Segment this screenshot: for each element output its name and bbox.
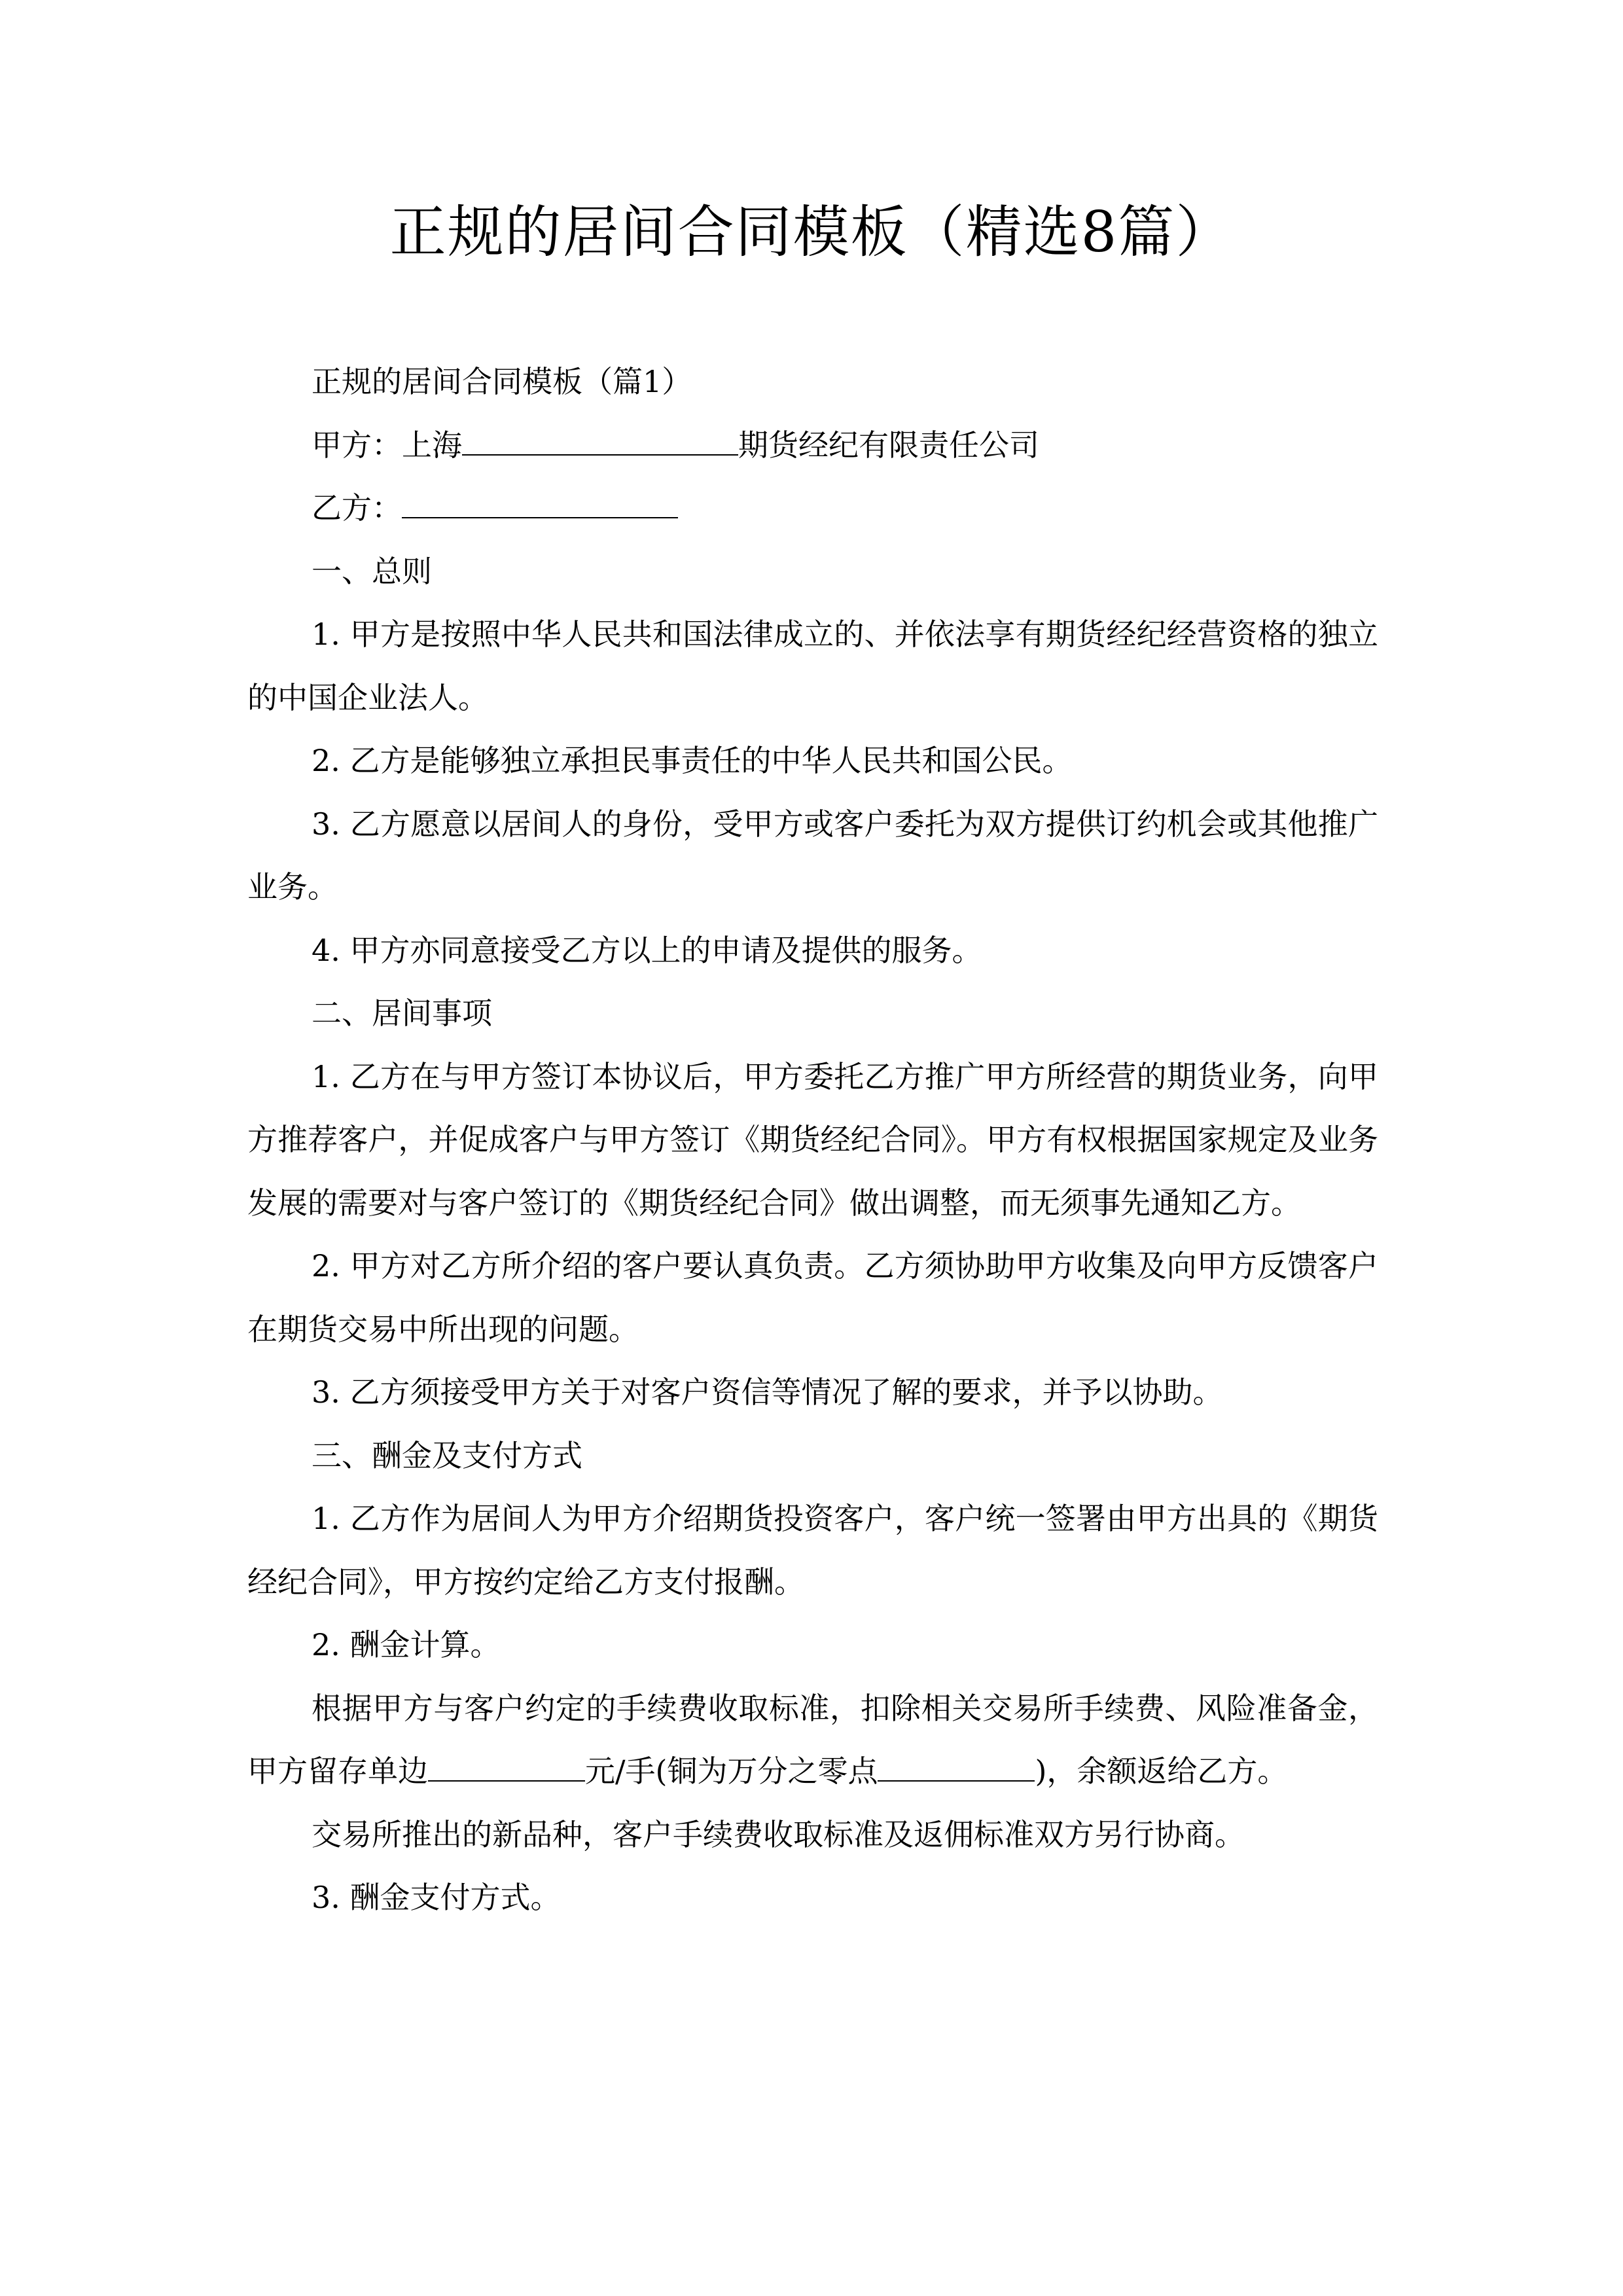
party-a-suffix: 期货经纪有限责任公司 (738, 427, 1039, 463)
chapter2-item-1: 1. 乙方在与甲方签订本协议后，甲方委托乙方推广甲方所经营的期货业务，向甲方推荐客户，并促成客户与甲方签订《期货经纪合同》。甲方有权根据国家规定及业务发展的需要对与客户签订的《期货经纪合同》做出调整，而无须事先通知乙方。 (247, 1058, 1378, 1221)
chapter1-item-1: 1. 甲方是按照中华人民共和国法律成立的、并依法享有期货经纪经营资格的独立的中国企业法人。 (247, 617, 1378, 715)
chapter1-heading: 一、总则 (312, 553, 432, 589)
chapter1-item-2: 2. 乙方是能够独立承担民事责任的中华人民共和国公民。 (312, 743, 1073, 778)
new-products-clause: 交易所推出的新品种，客户手续费收取标准及返佣标准双方另行协商。 (312, 1816, 1245, 1852)
copper-rate-blank[interactable] (878, 1754, 1035, 1782)
commission-calculation (247, 1677, 1378, 1803)
chapter2-heading: 二、居间事项 (312, 996, 492, 1031)
party-b-blank[interactable] (402, 491, 678, 518)
party-a-line (247, 414, 1378, 477)
section-heading: 正规的居间合同模板（篇1） (312, 364, 692, 399)
chapter3-item-3: 3. 酬金支付方式。 (312, 1880, 561, 1915)
party-a-blank[interactable] (462, 428, 738, 456)
party-b-line (247, 476, 1378, 540)
party-b-label: 乙方： (312, 490, 402, 526)
chapter3-item-2: 2. 酬金计算。 (312, 1627, 501, 1662)
document-body (247, 350, 1378, 1929)
chapter2-item-3: 3. 乙方须接受甲方关于对客户资信等情况了解的要求，并予以协助。 (312, 1374, 1223, 1410)
calc-part-3: )，余额返给乙方。 (1035, 1753, 1288, 1789)
chapter3-item-1: 1. 乙方作为居间人为甲方介绍期货投资客户，客户统一签署由甲方出具的《期货经纪合同》，甲方按约定给乙方支付报酬。 (247, 1501, 1378, 1600)
chapter2-item-2: 2. 甲方对乙方所介绍的客户要认真负责。乙方须协助甲方收集及向甲方反馈客户在期货交易中所出现的问题。 (247, 1248, 1378, 1347)
chapter3-heading: 三、酬金及支付方式 (312, 1437, 582, 1473)
per-lot-amount-blank[interactable] (428, 1754, 585, 1782)
party-a-label: 甲方：上海 (312, 427, 462, 463)
chapter1-item-3: 3. 乙方愿意以居间人的身份，受甲方或客户委托为双方提供订约机会或其他推广业务。 (247, 806, 1378, 905)
calc-part-2: 元/手(铜为万分之零点 (585, 1753, 878, 1789)
document-title: 正规的居间合同模板（精选8篇） (389, 200, 1234, 265)
chapter1-item-4: 4. 甲方亦同意接受乙方以上的申请及提供的服务。 (312, 932, 982, 968)
calc-part-1: 根据甲方与客户约定的手续费收取标准，扣除相关交易所手续费、风险准备金，甲方留存单边 (247, 1690, 1378, 1789)
